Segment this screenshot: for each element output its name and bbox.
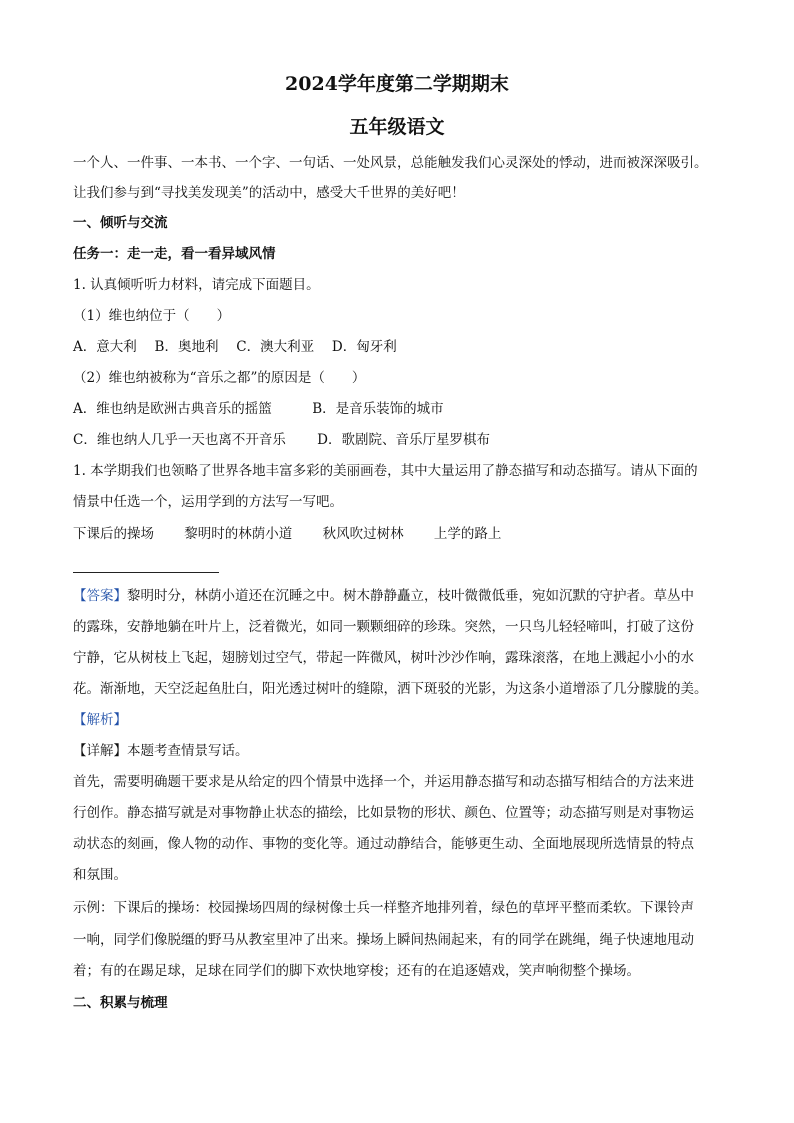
- question-1-1: （1）维也纳位于（ ）: [73, 308, 231, 324]
- detail-label: 【详解】: [73, 743, 127, 759]
- section-2-heading: 二、积累与梳理: [73, 995, 168, 1011]
- exam-subtitle: 五年级语文: [349, 116, 445, 138]
- question-1-2-options-row-2: C．维也纳人几乎一天也离不开音乐 D．歌剧院、音乐厅星罗棋布: [73, 432, 490, 448]
- intro-line-2: 让我们参与到“寻找美发现美”的活动中，感受大千世界的美好吧！: [73, 185, 465, 201]
- detail-line: [73, 741, 733, 761]
- detail-text: 本题考查情景写话。: [127, 743, 249, 759]
- task-1-heading: 任务一：走一走，看一看异域风情: [73, 246, 276, 262]
- analysis-label: 【解析】: [73, 712, 127, 728]
- answer-line-4: 花。渐渐地，天空泛起鱼肚白，阳光透过树叶的缝隙，洒下斑驳的光影，为这条小道增添了几分朦胧的美。: [73, 681, 708, 697]
- scene-options: [73, 524, 733, 544]
- answer-label: 【答案】: [73, 588, 127, 604]
- scene-option: 上学的路上: [433, 526, 502, 542]
- section-1-heading: 一、倾听与交流: [73, 215, 168, 231]
- question-1-2: （2）维也纳被称为“音乐之都”的原因是（ ）: [73, 370, 366, 386]
- analysis-p1-line-4: 和氛围。: [73, 867, 127, 883]
- intro-line-1: 一个人、一件事、一本书、一个字、一句话、一处风景，总能触发我们心灵深处的悸动，进而被深深吸引。: [73, 155, 708, 171]
- example-line-1: 示例：下课后的操场：校园操场四周的绿树像士兵一样整齐地排列着，绿色的草坪平整而柔软。下课铃声: [73, 900, 694, 916]
- answer-line-2: 的露珠，安静地躺在叶片上，泛着微光，如同一颗颗细碎的珍珠。突然，一只鸟儿轻轻啼叫，打破了这份: [73, 619, 694, 635]
- example-line-3: 着；有的在踢足球，足球在同学们的脚下欢快地穿梭；还有的在追逐嬉戏，笑声响彻整个操场。: [73, 963, 640, 979]
- divider-rule: [73, 572, 219, 573]
- analysis-p1-line-2: 行创作。静态描写就是对事物静止状态的描绘，比如景物的形状、颜色、位置等；动态描写则是对事物运: [73, 805, 694, 821]
- question-2-line-1: 1. 本学期我们也领略了世界各地丰富多彩的美丽画卷，其中大量运用了静态描写和动态描写。请从下面的: [73, 463, 698, 479]
- question-1-1-options: A．意大利 B．奥地利 C．澳大利亚 D．匈牙利: [73, 339, 397, 355]
- question-2-line-2: 情景中任选一个，运用学到的方法写一写吧。: [73, 494, 343, 510]
- example-line-2: 一响，同学们像脱缰的野马从教室里冲了出来。操场上瞬间热闹起来，有的同学在跳绳，绳子快速地甩动: [73, 932, 694, 948]
- analysis-p1-line-3: 动状态的刻画，像人物的动作、事物的变化等。通过动静结合，能够更生动、全面地展现所选情景的特点: [73, 836, 694, 852]
- question-1-stem: 1. 认真倾听听力材料，请完成下面题目。: [73, 277, 320, 293]
- scene-option: 秋风吹过树林: [322, 526, 404, 542]
- answer-line-1: [73, 586, 733, 606]
- answer-text: 黎明时分，林荫小道还在沉睡之中。树木静静矗立，枝叶微微低垂，宛如沉默的守护者。草丛中: [127, 588, 694, 604]
- scene-option: 黎明时的林荫小道: [184, 526, 293, 542]
- question-1-2-options-row-1: A．维也纳是欧洲古典音乐的摇篮 B．是音乐装饰的城市: [73, 401, 444, 417]
- analysis-p1-line-1: 首先，需要明确题干要求是从给定的四个情景中选择一个，并运用静态描写和动态描写相结合的方法来进: [73, 774, 694, 790]
- answer-line-3: 宁静，它从树枝上飞起，翅膀划过空气，带起一阵微风，树叶沙沙作响，露珠滚落，在地上溅起小小的水: [73, 650, 694, 666]
- exam-title: 2024学年度第二学期期末: [285, 73, 509, 95]
- scene-option: 下课后的操场: [73, 526, 154, 542]
